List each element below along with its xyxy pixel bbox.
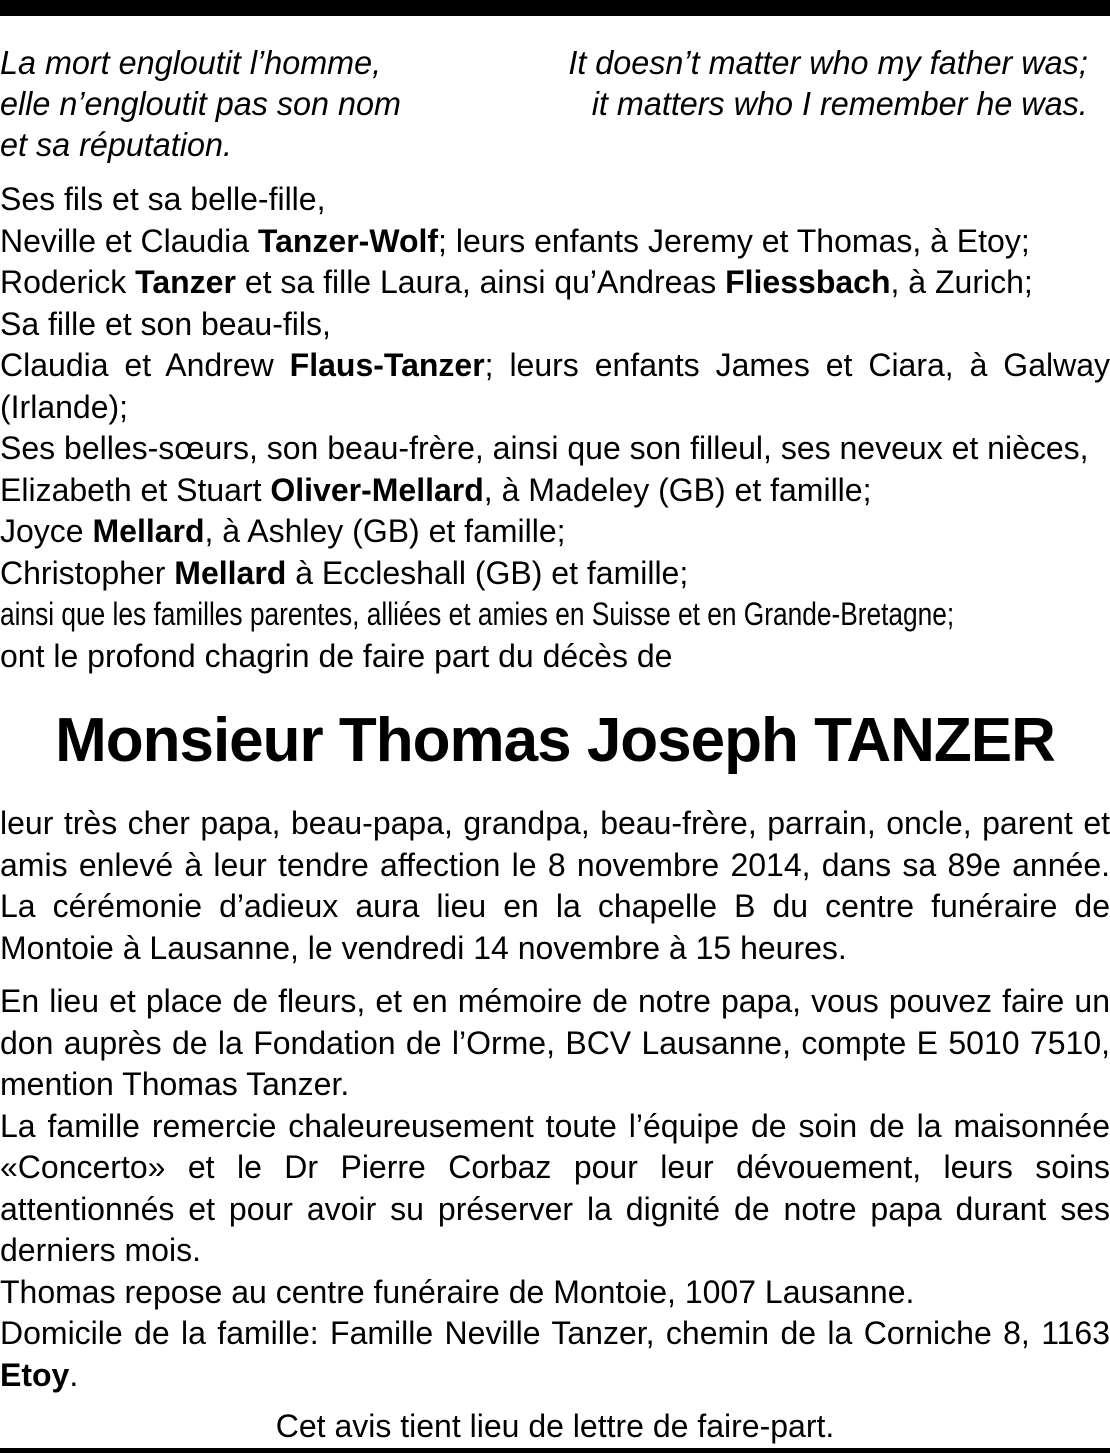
family-line xyxy=(0,221,1110,263)
family-text: ; leurs enfants James et Ciara, à Galway xyxy=(484,347,1110,383)
family-text: à Eccleshall (GB) et famille; xyxy=(286,554,689,591)
family-text: , à Madeley (GB) et famille; xyxy=(483,471,872,508)
family-text: ; leurs enfants Jeremy et Thomas, à Etoy; xyxy=(438,222,1030,259)
closing-note: Cet avis tient lieu de lettre de faire-part. xyxy=(275,1408,835,1444)
address-town: Etoy xyxy=(0,1356,70,1393)
family-line xyxy=(0,594,1060,636)
family-text: , à Zurich; xyxy=(890,264,1033,300)
family-surname: Mellard xyxy=(174,554,287,591)
family-line: Ses belles-sœurs, son beau-frère, ainsi que son filleul, ses neveux et nièces, xyxy=(0,430,1089,466)
address-text: . xyxy=(69,1356,79,1393)
family-line: (Irlande); xyxy=(0,388,129,425)
family-text: Elizabeth et Stuart xyxy=(0,471,271,508)
bottom-rule xyxy=(0,1448,1110,1453)
family-text: Roderick xyxy=(0,264,136,300)
family-text: ainsi que les familles parentes, alliées et amies en Suisse et en Grande-Bretagne; xyxy=(0,596,955,632)
obituary-notice xyxy=(0,42,1110,1448)
family-line: Ses fils et sa belle-fille, xyxy=(0,181,326,217)
family-text: , à Ashley (GB) et famille; xyxy=(204,513,566,549)
french-quote-line: La mort engloutit l’homme, xyxy=(0,44,382,81)
family-text: Joyce xyxy=(0,513,93,549)
family-surname: Tanzer xyxy=(135,264,236,300)
family-line xyxy=(0,511,1110,553)
family-line: ont le profond chagrin de faire part du décès de xyxy=(0,637,673,674)
family-line: Sa fille et son beau-fils, xyxy=(0,305,331,342)
family-text: Christopher xyxy=(0,554,175,591)
french-quote-line: elle n’engloutit pas son nom xyxy=(0,85,401,122)
deceased-name: Monsieur Thomas Joseph TANZER xyxy=(55,706,1055,775)
english-quote-line: It doesn’t matter who my father was; xyxy=(568,44,1088,81)
epigraphs xyxy=(0,42,1088,165)
family-surname: Mellard xyxy=(92,513,205,549)
family-list xyxy=(0,179,1110,677)
family-line xyxy=(0,262,1110,304)
donation-paragraph: En lieu et place de fleurs, et en mémoire de notre papa, vous pouvez faire un don auprès de la Fondation de l’Orme, BCV Lausanne, compte E 5010 7510, mention Thomas Tanzer. xyxy=(0,983,1110,1102)
family-surname: Oliver-Mellard xyxy=(270,471,484,508)
family-line xyxy=(0,345,1110,387)
english-quote-line: it matters who I remember he was. xyxy=(591,85,1088,122)
family-text: Claudia et Andrew xyxy=(0,347,290,383)
french-quote xyxy=(0,42,401,165)
family-surname: Fliessbach xyxy=(725,264,891,300)
family-surname: Tanzer-Wolf xyxy=(257,222,439,259)
top-rule xyxy=(0,0,1110,16)
family-text: Neville et Claudia xyxy=(0,222,258,259)
address-text: Domicile de la famille: Famille Neville Tanzer, chemin de la Corniche 8, 1163 xyxy=(0,1315,1110,1351)
family-line xyxy=(0,470,1110,512)
family-address-paragraph xyxy=(0,1313,1110,1396)
family-surname: Flaus-Tanzer xyxy=(289,347,485,383)
english-quote xyxy=(568,42,1087,165)
family-text: et sa fille Laura, ainsi qu’Andreas xyxy=(235,264,726,300)
french-quote-line: et sa réputation. xyxy=(0,126,232,163)
thanks-paragraph: La famille remercie chaleureusement toute l’équipe de soin de la maisonnée «Concerto» et le Dr Pierre Corbaz pour leur dévouement, leurs soins attentionnés et pour avoir su préserver la dignité de notre papa durant ses derniers mois. xyxy=(0,1107,1110,1268)
tribute-paragraph: leur très cher papa, beau-papa, grandpa, beau-frère, parrain, oncle, parent et amis enlevé à leur tendre affection le 8 novembre 2014, dans sa 89e année. La cérémonie d’adieux aura lieu en la chapelle B du centre funéraire de Montoie à Lausanne, le vendredi 14 novembre à 15 heures. xyxy=(0,805,1110,966)
resting-place-paragraph: Thomas repose au centre funéraire de Montoie, 1007 Lausanne. xyxy=(0,1273,915,1310)
family-line xyxy=(0,553,1110,595)
